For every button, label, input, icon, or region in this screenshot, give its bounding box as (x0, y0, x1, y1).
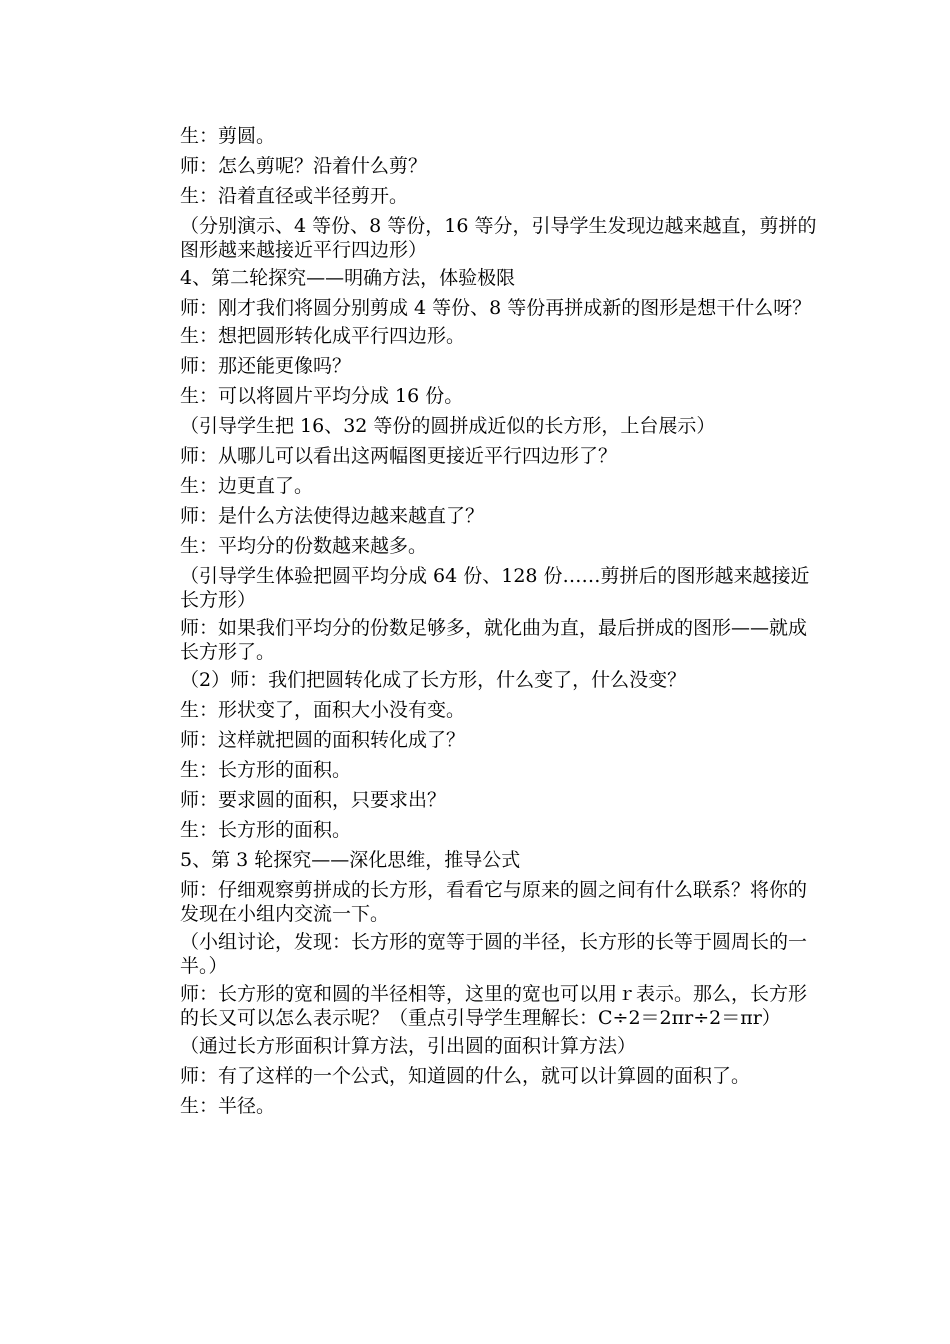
paragraph-7: 生：想把圆形转化成平行四边形。 (180, 325, 466, 347)
paragraph-21: 师：要求圆的面积，只要求出？ (180, 789, 447, 811)
section-heading-5: 5、第 3 轮探究——深化思维，推导公式 (180, 849, 521, 871)
paragraph-27: （通过长方形面积计算方法，引出圆的面积计算方法） (180, 1035, 637, 1057)
paragraph-17: （2）师：我们把圆转化成了长方形，什么变了，什么没变？ (180, 669, 687, 691)
paragraph-25: （小组讨论，发现：长方形的宽等于圆的半径，长方形的长等于圆周长的一半。） (180, 931, 808, 977)
document-page (180, 124, 820, 1124)
paragraph-18: 生：形状变了，面积大小没有变。 (180, 699, 466, 721)
paragraph-4: （分别演示、4 等份、8 等份，16 等分，引导学生发现边越来越直，剪拼的图形越来越接近平行四边形） (180, 215, 817, 261)
paragraph-24: 师：仔细观察剪拼成的长方形，看看它与原来的圆之间有什么联系？将你的发现在小组内交流一下。 (180, 879, 808, 925)
paragraph-19: 师：这样就把圆的面积转化成了？ (180, 729, 466, 751)
paragraph-11: 师：从哪儿可以看出这两幅图更接近平行四边形了？ (180, 445, 618, 467)
section-heading-4: 4、第二轮探究——明确方法，体验极限 (180, 267, 516, 289)
paragraph-6: 师：刚才我们将圆分别剪成 4 等份、8 等份再拼成新的图形是想干什么呀？ (180, 297, 812, 319)
paragraph-3: 生：沿着直径或半径剪开。 (180, 185, 409, 207)
paragraph-29: 生：半径。 (180, 1095, 276, 1117)
paragraph-12: 生：边更直了。 (180, 475, 314, 497)
paragraph-16: 师：如果我们平均分的份数足够多，就化曲为直，最后拼成的图形——就成长方形了。 (180, 617, 808, 663)
paragraph-13: 师：是什么方法使得边越来越直了？ (180, 505, 485, 527)
paragraph-28: 师：有了这样的一个公式，知道圆的什么，就可以计算圆的面积了。 (180, 1065, 751, 1087)
paragraph-15: （引导学生体验把圆平均分成 64 份、128 份……剪拼后的图形越来越接近长方形） (180, 565, 810, 611)
paragraph-9: 生：可以将圆片平均分成 16 份。 (180, 385, 464, 407)
paragraph-14: 生：平均分的份数越来越多。 (180, 535, 428, 557)
paragraph-22: 生：长方形的面积。 (180, 819, 352, 841)
paragraph-10: （引导学生把 16、32 等份的圆拼成近似的长方形，上台展示） (180, 415, 716, 437)
paragraph-1: 生：剪圆。 (180, 125, 276, 147)
paragraph-2: 师：怎么剪呢？沿着什么剪？ (180, 155, 428, 177)
paragraph-8: 师：那还能更像吗？ (180, 355, 352, 377)
paragraph-20: 生：长方形的面积。 (180, 759, 352, 781)
paragraph-26: 师：长方形的宽和圆的半径相等，这里的宽也可以用ｒ表示。那么，长方形的长又可以怎么表示呢？（重点引导学生理解长：C÷2＝2πr÷2＝πr） (180, 983, 808, 1029)
